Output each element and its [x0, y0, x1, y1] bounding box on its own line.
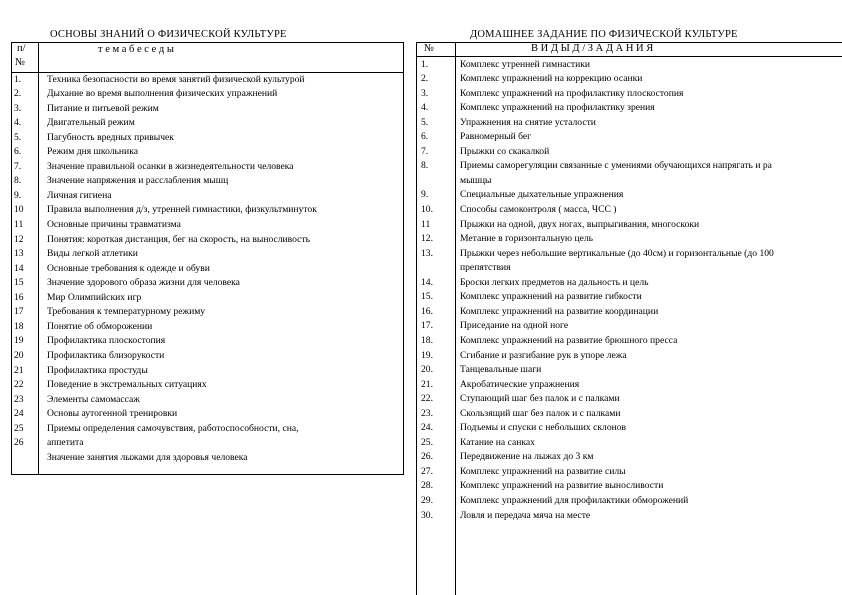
right-row-number: 14.	[421, 276, 433, 288]
left-table-row	[14, 102, 402, 116]
left-row-text: Профилактика плоскостопия	[47, 335, 166, 347]
right-table-row	[421, 334, 842, 348]
right-table-row	[421, 378, 842, 392]
right-row-number: 18.	[421, 334, 433, 346]
left-row-text: Личная гигиена	[47, 189, 112, 201]
right-row-text: Комплекс упражнений на развитие координации	[460, 305, 659, 317]
left-table-title: ОСНОВЫ ЗНАНИЙ О ФИЗИЧЕСКОЙ КУЛЬТУРЕ	[50, 29, 287, 40]
right-row-number: 28.	[421, 480, 433, 492]
left-row-text: Режим дня школьника	[47, 146, 138, 158]
right-row-text: Комплекс упражнений на развитие выносливости	[460, 480, 664, 492]
left-row-text: Основы аутогенной тренировки	[47, 408, 178, 420]
left-row-number: 23	[14, 393, 24, 405]
left-row-text: Правила выполнения д/з, утренней гимнастики, физкультминуток	[47, 204, 317, 216]
right-row-text: Комплекс утренней гимнастики	[460, 58, 590, 70]
left-row-text: Дыхание во время выполнения физических упражнений	[47, 88, 278, 100]
right-row-text: Прыжки через небольшие вертикальные (до 40см) и горизонтальные (до 100	[460, 247, 774, 259]
left-table-row	[14, 349, 402, 363]
left-table-row	[14, 131, 402, 145]
right-row-text: Катание на санках	[460, 436, 535, 448]
right-row-text: Равномерный бег	[460, 131, 532, 143]
right-table-row	[421, 276, 842, 290]
left-table-row	[14, 247, 402, 261]
left-table-row	[14, 305, 402, 319]
left-table-row	[14, 407, 402, 421]
left-row-number: 1.	[14, 73, 22, 85]
right-table-row	[421, 159, 842, 173]
right-row-text: Ловля и передача мяча на месте	[460, 509, 591, 521]
right-row-number: 16.	[421, 305, 433, 317]
left-table-row	[14, 262, 402, 276]
left-row-number: 24	[14, 408, 24, 420]
right-table-row	[421, 494, 842, 508]
left-table-row	[14, 233, 402, 247]
left-table-row	[14, 451, 402, 465]
right-table-row	[421, 319, 842, 333]
right-row-number: 19.	[421, 349, 433, 361]
left-row-text: Значение здорового образа жизни для человека	[47, 277, 240, 289]
right-row-text: мышцы	[460, 174, 492, 186]
right-table-row	[421, 305, 842, 319]
left-row-number: 20	[14, 349, 24, 361]
left-row-number: 6.	[14, 146, 22, 158]
right-table-row	[421, 247, 842, 261]
right-table-row	[421, 392, 842, 406]
right-row-text: Комплекс упражнений для профилактики обморожений	[460, 495, 689, 506]
left-row-number: 7.	[14, 160, 22, 172]
right-row-text: Приемы саморегуляции связанные с умениями обучающихся напрягать и ра	[460, 160, 772, 172]
left-table-row	[14, 203, 402, 217]
left-table-right-border	[403, 42, 404, 475]
left-row-text: Виды легкой атлетики	[47, 248, 138, 260]
left-table-row	[14, 393, 402, 407]
left-table-row	[14, 174, 402, 188]
right-row-text: Ступающий шаг без палок и с палками	[460, 393, 620, 405]
right-table-row	[421, 349, 842, 363]
right-row-number: 13.	[421, 247, 433, 259]
left-row-text: Основные требования к одежде и обуви	[47, 262, 210, 274]
right-table-row	[421, 174, 842, 188]
left-table-row	[14, 422, 402, 436]
left-row-text: Понятие об обморожении	[47, 320, 153, 332]
right-row-number: 24.	[421, 422, 433, 434]
right-row-number: 22.	[421, 393, 433, 405]
right-table-row	[421, 479, 842, 493]
right-row-text: Комплекс упражнений на развитие силы	[460, 465, 626, 477]
left-row-number: 22	[14, 379, 24, 391]
left-row-number: 11	[14, 219, 24, 230]
right-row-text: Танцевальные шаги	[460, 364, 542, 376]
right-row-number: 26.	[421, 451, 433, 463]
right-row-text: Комплекс упражнений на профилактику зрения	[460, 102, 655, 114]
right-row-number: 12.	[421, 233, 433, 245]
left-row-text: Профилактика простуды	[47, 364, 148, 376]
left-row-text: Питание и питьевой режим	[47, 102, 159, 114]
right-row-text: Приседание на одной ноге	[460, 320, 569, 332]
right-table-row	[421, 261, 842, 275]
right-row-text: Прыжки со скакалкой	[460, 145, 550, 157]
left-row-number: 21	[14, 364, 24, 376]
left-row-text: Профилактика близорукости	[47, 349, 165, 361]
right-row-number: 23.	[421, 407, 433, 419]
right-header-topic: В И Д Ы Д / З А Д А Н И Я	[531, 43, 654, 54]
right-row-text: Способы самоконтроля ( масса, ЧСС )	[460, 204, 617, 215]
right-row-number: 10.	[421, 204, 433, 215]
right-table-row	[421, 290, 842, 304]
right-row-number: 1.	[421, 58, 429, 70]
right-row-number: 5.	[421, 116, 429, 128]
left-row-text: Значение занятия лыжами для здоровья человека	[47, 451, 248, 463]
left-table-row	[14, 276, 402, 290]
left-table-row	[14, 160, 402, 174]
left-row-text: Понятия: короткая дистанция, бег на скорость, на выносливость	[47, 233, 311, 245]
right-row-number: 6.	[421, 131, 429, 143]
right-row-number: 11	[421, 218, 431, 230]
left-row-text: Значение напряжения и расслабления мышц	[47, 175, 229, 187]
right-row-number: 21.	[421, 378, 433, 390]
right-table-title: ДОМАШНЕЕ ЗАДАНИЕ ПО ФИЗИЧЕСКОЙ КУЛЬТУРЕ	[470, 29, 738, 40]
right-table-row	[421, 509, 842, 523]
left-header-num-1: п/	[17, 43, 26, 54]
right-table-row	[421, 218, 842, 232]
left-table-top-border	[11, 42, 403, 43]
right-table-row	[421, 203, 842, 217]
left-row-number: 16	[14, 291, 24, 303]
left-table-left-border	[11, 42, 12, 475]
left-row-text: Требования к температурному режиму	[47, 306, 206, 318]
left-row-text: Основные причины травматизма	[47, 219, 181, 230]
right-row-number: 27.	[421, 465, 433, 477]
right-row-text: Сгибание и разгибание рук в упоре лежа	[460, 349, 627, 361]
right-header-num: №	[424, 43, 435, 54]
right-table-row	[421, 58, 842, 72]
right-row-text: Метание в горизонтальную цель	[460, 233, 594, 245]
left-row-text: Значение правильной осанки в жизнедеятельности человека	[47, 160, 294, 172]
right-table-row	[421, 363, 842, 377]
right-row-text: Комплекс упражнений на развитие брюшного пресса	[460, 334, 678, 346]
right-table-row	[421, 101, 842, 115]
left-row-number: 4.	[14, 117, 22, 129]
left-table-row	[14, 320, 402, 334]
right-table-left-border	[416, 42, 417, 595]
left-table-row	[14, 218, 402, 232]
left-row-text: Техника безопасности во время занятий физической культурой	[47, 73, 305, 85]
left-table-row	[14, 116, 402, 130]
right-row-text: Передвижение на лыжах до 3 км	[460, 451, 594, 463]
left-row-number: 18	[14, 320, 24, 332]
left-table-row	[14, 73, 402, 87]
left-row-number: 13	[14, 248, 24, 260]
left-table-row	[14, 189, 402, 203]
left-row-text: Поведение в экстремальных ситуациях	[47, 379, 207, 391]
left-row-number: 5.	[14, 131, 22, 143]
left-row-number: 10	[14, 204, 24, 216]
left-row-number: 2.	[14, 88, 22, 100]
right-row-number: 4.	[421, 102, 429, 114]
right-table-row	[421, 145, 842, 159]
left-table-row	[14, 291, 402, 305]
right-row-text: Комплекс упражнений на коррекцию осанки	[460, 73, 643, 85]
right-row-number: 30.	[421, 509, 433, 521]
left-header-topic: т е м а б е с е д ы	[98, 44, 174, 55]
left-row-number: 25	[14, 422, 24, 434]
left-row-text: Приемы определения самочувствия, работоспособности, сна,	[47, 422, 299, 434]
right-table-row	[421, 130, 842, 144]
left-table-bottom-border	[11, 474, 403, 475]
right-table-row	[421, 436, 842, 450]
right-row-text: препятствия	[460, 262, 511, 274]
left-row-number: 19	[14, 335, 24, 347]
right-row-number: 20.	[421, 364, 433, 376]
left-header-num-2: №	[15, 57, 26, 68]
right-row-number: 29.	[421, 495, 433, 506]
left-table-row	[14, 364, 402, 378]
left-row-number: 14	[14, 262, 24, 274]
right-row-number: 2.	[421, 73, 429, 85]
left-table-row	[14, 378, 402, 392]
left-row-text: Элементы самомассаж	[47, 393, 140, 405]
left-row-number: 15	[14, 277, 24, 289]
right-row-text: Комплекс упражнений на профилактику плоскостопия	[460, 87, 684, 99]
left-row-text: Мир Олимпийских игр	[47, 291, 142, 303]
right-table-row	[421, 232, 842, 246]
left-row-number: 12	[14, 233, 24, 245]
right-row-text: Комплекс упражнений на развитие гибкости	[460, 291, 642, 303]
right-row-text: Прыжки на одной, двух ногах, выпрыгивания, многоскоки	[460, 218, 700, 230]
right-table-row	[421, 465, 842, 479]
left-table-row	[14, 145, 402, 159]
right-row-number: 8.	[421, 160, 429, 172]
right-row-number: 3.	[421, 87, 429, 99]
left-table-row	[14, 87, 402, 101]
right-row-text: Скользящий шаг без палок и с палками	[460, 407, 621, 419]
right-table-row	[421, 188, 842, 202]
right-table-row	[421, 450, 842, 464]
right-row-text: Специальные дыхательные упражнения	[460, 189, 624, 201]
right-row-number: 25.	[421, 436, 433, 448]
right-row-number: 9.	[421, 189, 429, 201]
left-table-row	[14, 436, 402, 450]
left-row-text: Двигательный режим	[47, 117, 135, 129]
right-row-text: Броски легких предметов на дальность и цель	[460, 276, 649, 288]
left-row-number: 3.	[14, 102, 22, 114]
left-row-text: Пагубность вредных привычек	[47, 131, 174, 143]
right-row-text: Подъемы и спуски с небольших склонов	[460, 422, 627, 434]
right-table-row	[421, 407, 842, 421]
right-table-row	[421, 116, 842, 130]
left-row-number: 26	[14, 437, 24, 449]
right-table-row	[421, 421, 842, 435]
left-table-row	[14, 334, 402, 348]
right-table-row	[421, 87, 842, 101]
right-row-text: Акробатические упражнения	[460, 378, 580, 390]
left-row-number: 17	[14, 306, 24, 318]
right-table-row	[421, 72, 842, 86]
right-row-number: 15.	[421, 291, 433, 303]
right-row-text: Упражнения на снятие усталости	[460, 116, 596, 128]
left-row-number: 8.	[14, 175, 22, 187]
left-row-text: аппетита	[47, 437, 84, 449]
left-row-number: 9.	[14, 189, 22, 201]
right-row-number: 7.	[421, 145, 429, 157]
right-row-number: 17.	[421, 320, 433, 332]
